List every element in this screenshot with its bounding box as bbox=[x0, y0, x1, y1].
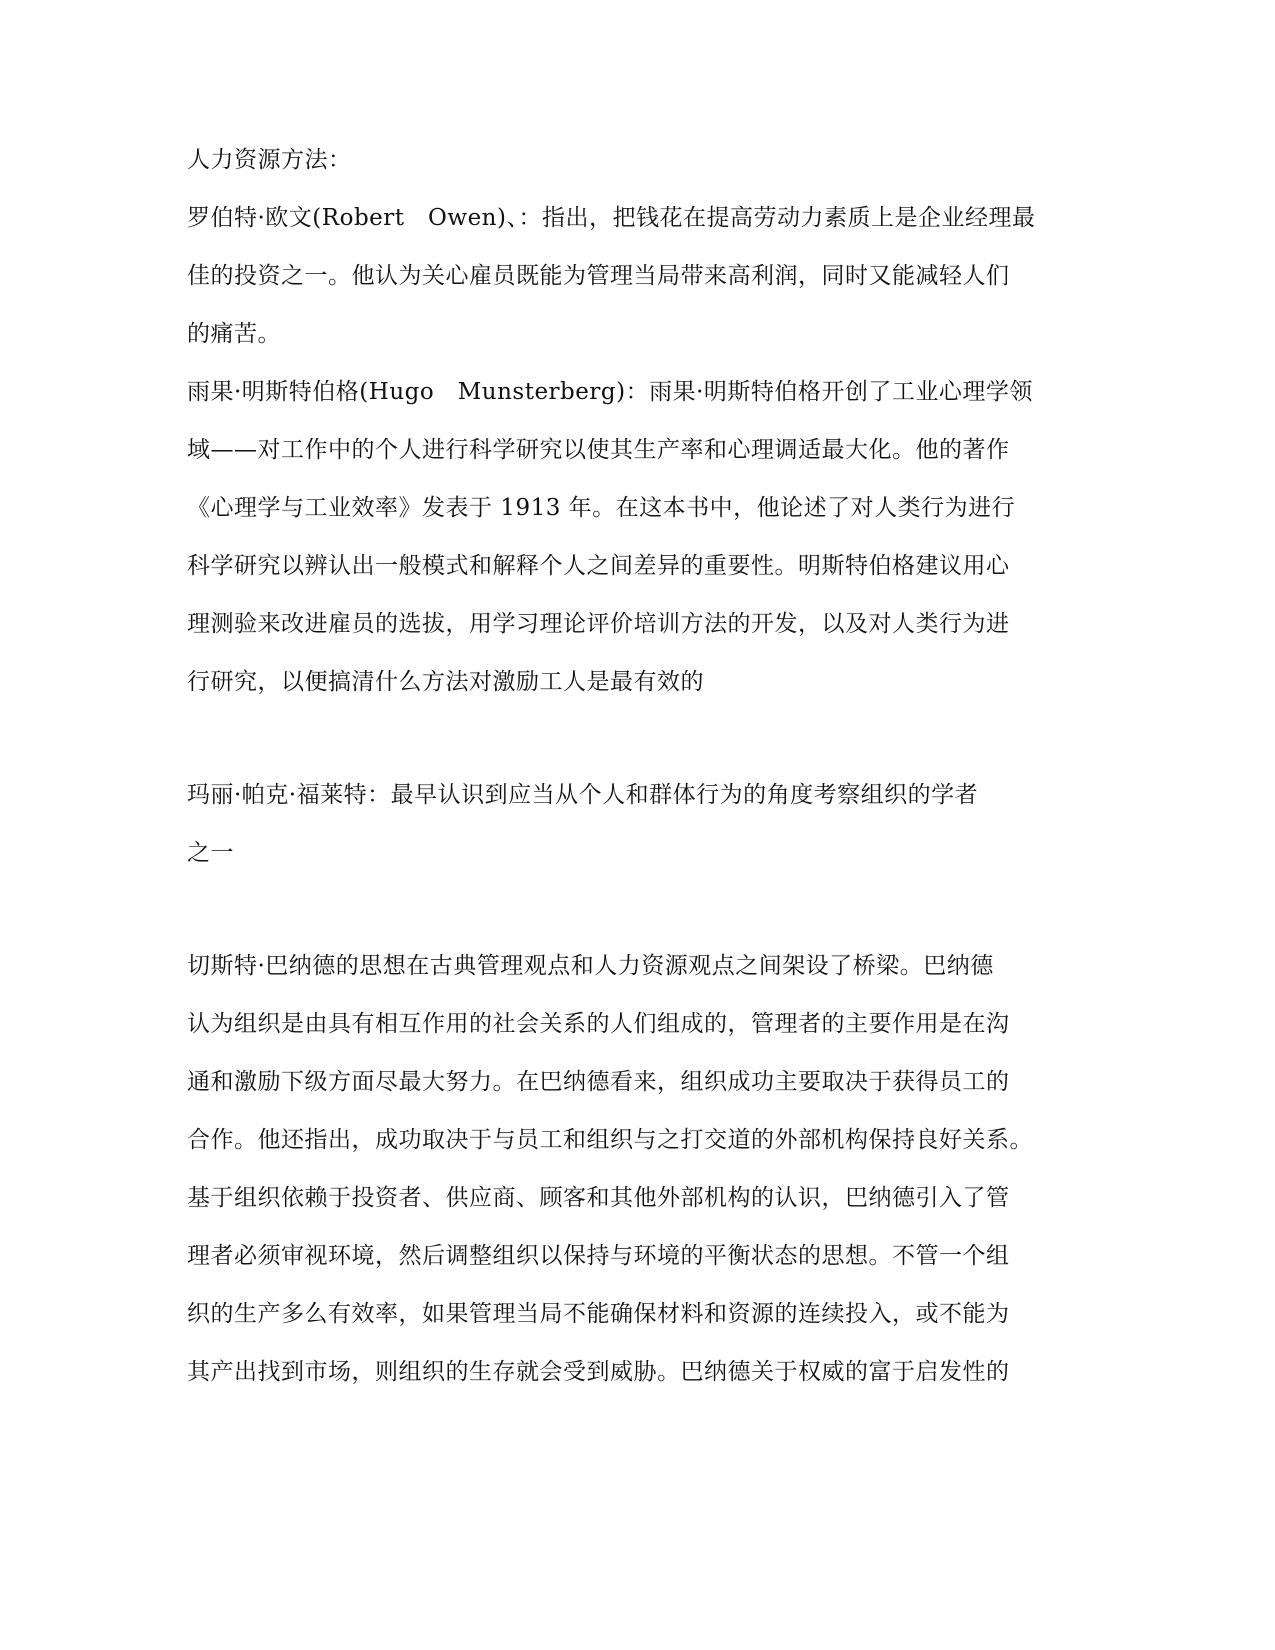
paragraph-barnard-line-2: 认为组织是由具有相互作用的社会关系的人们组成的，管理者的主要作用是在沟 bbox=[187, 1011, 1010, 1037]
paragraph-barnard-line-1: 切斯特·巴纳德的思想在古典管理观点和人力资源观点之间架设了桥梁。巴纳德 bbox=[187, 953, 994, 979]
paragraph-follett-line-2: 之一 bbox=[187, 840, 234, 866]
paragraph-munsterberg-line-2: 域——对工作中的个人进行科学研究以使其生产率和心理调适最大化。他的著作 bbox=[187, 437, 1010, 463]
paragraph-barnard-line-7: 织的生产多么有效率，如果管理当局不能确保材料和资源的连续投入，或不能为 bbox=[187, 1301, 1010, 1327]
paragraph-munsterberg-line-6: 行研究，以便搞清什么方法对激励工人是最有效的 bbox=[187, 669, 704, 695]
paragraph-owen-line-1: 罗伯特·欧文(Robert Owen)、：指出，把钱花在提高劳动力素质上是企业经理最 bbox=[187, 205, 1036, 231]
paragraph-munsterberg-line-4: 科学研究以辨认出一般模式和解释个人之间差异的重要性。明斯特伯格建议用心 bbox=[187, 553, 1010, 579]
paragraph-munsterberg-line-3: 《心理学与工业效率》发表于 1913 年。在这本书中，他论述了对人类行为进行 bbox=[187, 495, 1016, 521]
paragraph-owen-line-3: 的痛苦。 bbox=[187, 321, 281, 347]
paragraph-barnard-line-5: 基于组织依赖于投资者、供应商、顾客和其他外部机构的认识，巴纳德引入了管 bbox=[187, 1185, 1010, 1211]
paragraph-barnard-line-8: 其产出找到市场，则组织的生存就会受到威胁。巴纳德关于权威的富于启发性的 bbox=[187, 1359, 1010, 1385]
paragraph-follett-line-1: 玛丽·帕克·福莱特：最早认识到应当从个人和群体行为的角度考察组织的学者 bbox=[187, 782, 979, 808]
paragraph-barnard-line-3: 通和激励下级方面尽最大努力。在巴纳德看来，组织成功主要取决于获得员工的 bbox=[187, 1069, 1010, 1095]
paragraph-munsterberg-line-5: 理测验来改进雇员的选拔，用学习理论评价培训方法的开发，以及对人类行为进 bbox=[187, 611, 1010, 637]
paragraph-barnard-line-4: 合作。他还指出，成功取决于与员工和组织与之打交道的外部机构保持良好关系。 bbox=[187, 1127, 1033, 1153]
paragraph-owen-line-2: 佳的投资之一。他认为关心雇员既能为管理当局带来高利润，同时又能减轻人们 bbox=[187, 263, 1010, 289]
section-heading: 人力资源方法： bbox=[187, 147, 352, 173]
paragraph-munsterberg-line-1: 雨果·明斯特伯格(Hugo Munsterberg)：雨果·明斯特伯格开创了工业心理学领 bbox=[187, 379, 1033, 405]
paragraph-barnard-line-6: 理者必须审视环境，然后调整组织以保持与环境的平衡状态的思想。不管一个组 bbox=[187, 1243, 1010, 1269]
